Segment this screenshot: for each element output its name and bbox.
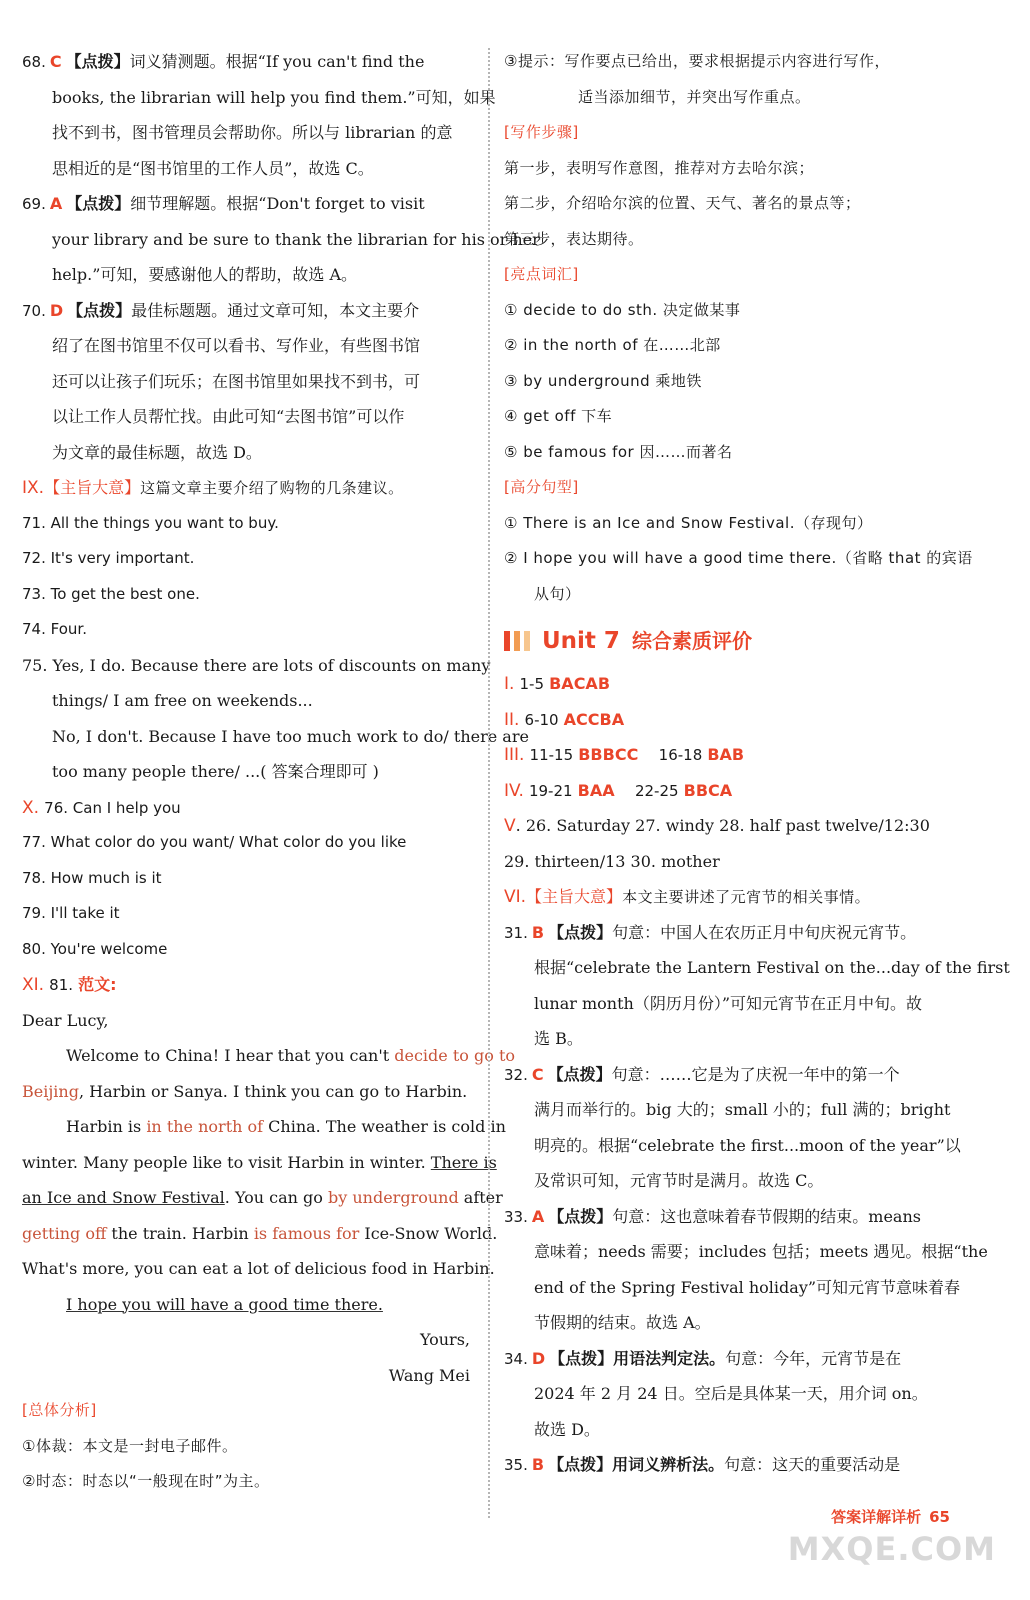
answer-72: 72. It's very important.	[22, 549, 195, 567]
unit-title: Unit 7 综合素质评价	[504, 616, 954, 666]
essay-line: I hope you will have a good time there.	[66, 1294, 383, 1314]
question-70: 70. D 【点拨】最佳标题题。通过文章可知，本文主要介	[22, 300, 420, 320]
question-32: 32. C 【点拨】句意：……它是为了庆祝一年中的第一个	[504, 1064, 900, 1084]
question-68: 68. C 【点拨】词义猜测题。根据“If you can't find the	[22, 52, 425, 71]
essay-greeting: Dear Lucy,	[22, 1010, 109, 1030]
essay-line: Welcome to China! I hear that you can't decide to go to	[66, 1046, 516, 1065]
model-essay-label: 范文:	[78, 975, 117, 994]
question-69: 69. A 【点拨】细节理解题。根据“Don't forget to visit	[22, 194, 425, 213]
question-number: 68.	[22, 53, 46, 71]
mc-row: IV. 19-21 BAA 22-25 BBCA	[504, 780, 733, 801]
section-vi: VI.【主旨大意】本文主要讲述了元宵节的相关事情。	[504, 887, 871, 907]
page-number: 65	[929, 1508, 950, 1526]
section-x: X. 76. Can I help you	[22, 797, 181, 818]
question-33: 33. A 【点拨】句意：这也意味着春节假期的结束。means	[504, 1206, 921, 1226]
essay-signature: Wang Mei	[388, 1365, 470, 1385]
essay-line: Harbin is in the north of China. The weather is cold in	[66, 1117, 506, 1136]
essay-line: an Ice and Snow Festival. You can go by underground after	[22, 1188, 503, 1207]
question-35: 35. B 【点拨】用词义辨析法。句意：这天的重要活动是	[504, 1455, 901, 1474]
watermark: MXQE.COM	[787, 1530, 996, 1568]
mc-row: I. 1-5 BACAB	[504, 674, 611, 694]
footer-label: 答案详解详析	[831, 1508, 922, 1526]
section-ix: IX.【主旨大意】这篇文章主要介绍了购物的几条建议。	[22, 478, 404, 498]
hint-tag: 【点拨】	[65, 52, 130, 71]
answer-letter: D	[49, 300, 64, 320]
left-column: 68. C 【点拨】词义猜测题。根据“If you can't find the books, the librarian will help you find them.”可知，如果 找不到书，图书管理员会帮助你。所以与 librarian 的意 思相近的是“图书馆里的工作人员”，故选 C。 69. A 【点拨】细节理解题。根据“Don't forget to visit your library and be sure to thank the librarian for his or her help.”可知，要感谢他人的帮助，故选 A。 70. D 【点拨】最佳标题题。通过文章可知，本文主要介 绍了在图书馆里不仅可以看书、写作业，有些图书馆 还可以让孩子们玩乐；在图书馆里如果找不到书，可 以让工作人员帮忙找。由此可知“去图书馆”可以作 为文章的最佳标题，故选 D。 IX.【主旨大意】这篇文章主要介绍了购物的几条建议。 71. All the things you want to buy. 72. It's very important. 73. To get the best one. 74. Four. 75. Yes, I do. Because there are lots of discounts on many things/ I am free on weekends... No, I don't. Because I have too much work to do/ there are too many people there/ ...( 答案合理即可 ) X. 76. Can I help you 77. What color do you want/ What color do you like 78. How much is it 79. I'll take it 80. You're welcome XI. 81. 范文: Dear Lucy, Welcome to China! I hear that you can't decide to go to Beijing, Harbin or Sanya. I think you can go to Harbin. Harbin is in the north of China. The weather is cold in winter. Many people like to visit Harbin in winter. There is an Ice and Snow Festival. You can go by underground after getting off the train. Harbin is famous for Ice-Snow World. What's more, you can eat a lot of delicious food in Harbin. I hope you will have a good time there. Yours, Wang Mei [总体分析] ①体裁：本文是一封电子邮件。 ②时态：时态以“一般现在时”为主。	[22, 44, 474, 1500]
title-bar-icon	[514, 631, 520, 651]
section-v: V. 26. Saturday 27. windy 28. half past twelve/12:30	[504, 816, 930, 836]
analysis-heading: [总体分析]	[22, 1401, 97, 1419]
essay-line: What's more, you can eat a lot of delicious food in Harbin.	[22, 1259, 495, 1278]
answer-73: 73. To get the best one.	[22, 584, 200, 603]
answer-letter: C	[49, 52, 62, 71]
essay-line: Beijing, Harbin or Sanya. I think you can go to Harbin.	[22, 1081, 468, 1101]
answer-74: 74. Four.	[22, 620, 87, 638]
section-xi: XI. 81. 范文:	[22, 975, 117, 995]
right-column: ③提示：写作要点已给出，要求根据提示内容进行写作， 适当添加细节，并突出写作重点。 [写作步骤] 第一步，表明写作意图，推荐对方去哈尔滨； 第二步，介绍哈尔滨的位置、天气、著名的景点等； 第三步，表达期待。 [亮点词汇] ① decide to do sth. 决定做某事 ② in the north of 在……北部 ③ by underground 乘地铁 ④ get off 下车 ⑤ be famous for 因……而著名 [高分句型] ① There is an Ice and Snow Festival.（存现句） ② I hope you will have a good time there.（省略 that 的宾语 从句） Unit 7 综合素质评价 I. 1-5 BACAB II. 6-10 ACCBA III. 11-15 BBBCC 16-18 BAB IV. 19-21 BAA 22-25 BBCA V. 26. Saturday 27. windy 28. half past twelve/12:30 29. thirteen/13 30. mother VI.【主旨大意】本文主要讲述了元宵节的相关事情。 31. B 【点拨】句意：中国人在农历正月中旬庆祝元宵节。 根据“celebrate the Lantern Festival on the...day of the first lunar month（阴历月份）”可知元宵节在正月中旬。故 选 B。 32. C 【点拨】句意：……它是为了庆祝一年中的第一个 满月而举行的。big 大的；small 小的；full 满的；bright 明亮的。根据“celebrate the first...moon of the year”以 及常识可知，元宵节时是满月。故选 C。 33. A 【点拨】句意：这也意味着春节假期的结束。means 意味着；needs 需要；includes 包括；meets 遇见。根据“the end of the Spring Festival holiday”可知元宵节意味着春 节假期的结束。故选 A。 34. D 【点拨】用语法判定法。句意：今年，元宵节是在 2024 年 2 月 24 日。空后是具体某一天，用介词 on。 故选 D。 35. B 【点拨】用词义辨析法。句意：这天的重要活动是	[504, 44, 954, 1483]
steps-heading: [写作步骤]	[504, 123, 579, 141]
vocab-heading: [亮点词汇]	[504, 265, 579, 283]
question-34: 34. D 【点拨】用语法判定法。句意：今年，元宵节是在	[504, 1348, 902, 1368]
sentences-heading: [高分句型]	[504, 478, 579, 496]
mc-row: II. 6-10 ACCBA	[504, 709, 625, 730]
section-numeral: IX.	[22, 478, 45, 498]
writing-tip: ③提示：写作要点已给出，要求根据提示内容进行写作，	[504, 52, 890, 70]
essay-line: winter. Many people like to visit Harbin in winter. There is	[22, 1152, 497, 1172]
answer-75: 75. Yes, I do. Because there are lots of discounts on many	[22, 655, 491, 675]
answer-letter: A	[49, 194, 63, 213]
essay-closing: Yours,	[419, 1330, 470, 1349]
title-bar-icon	[504, 631, 510, 651]
column-divider	[488, 48, 490, 1518]
answer-71: 71. All the things you want to buy.	[22, 513, 279, 532]
question-31: 31. B 【点拨】句意：中国人在农历正月中旬庆祝元宵节。	[504, 922, 917, 942]
page-footer	[831, 1506, 950, 1527]
title-bar-icon	[524, 631, 530, 651]
essay-line: getting off the train. Harbin is famous for Ice-Snow World.	[22, 1223, 498, 1243]
mc-row: III. 11-15 BBBCC 16-18 BAB	[504, 745, 745, 765]
